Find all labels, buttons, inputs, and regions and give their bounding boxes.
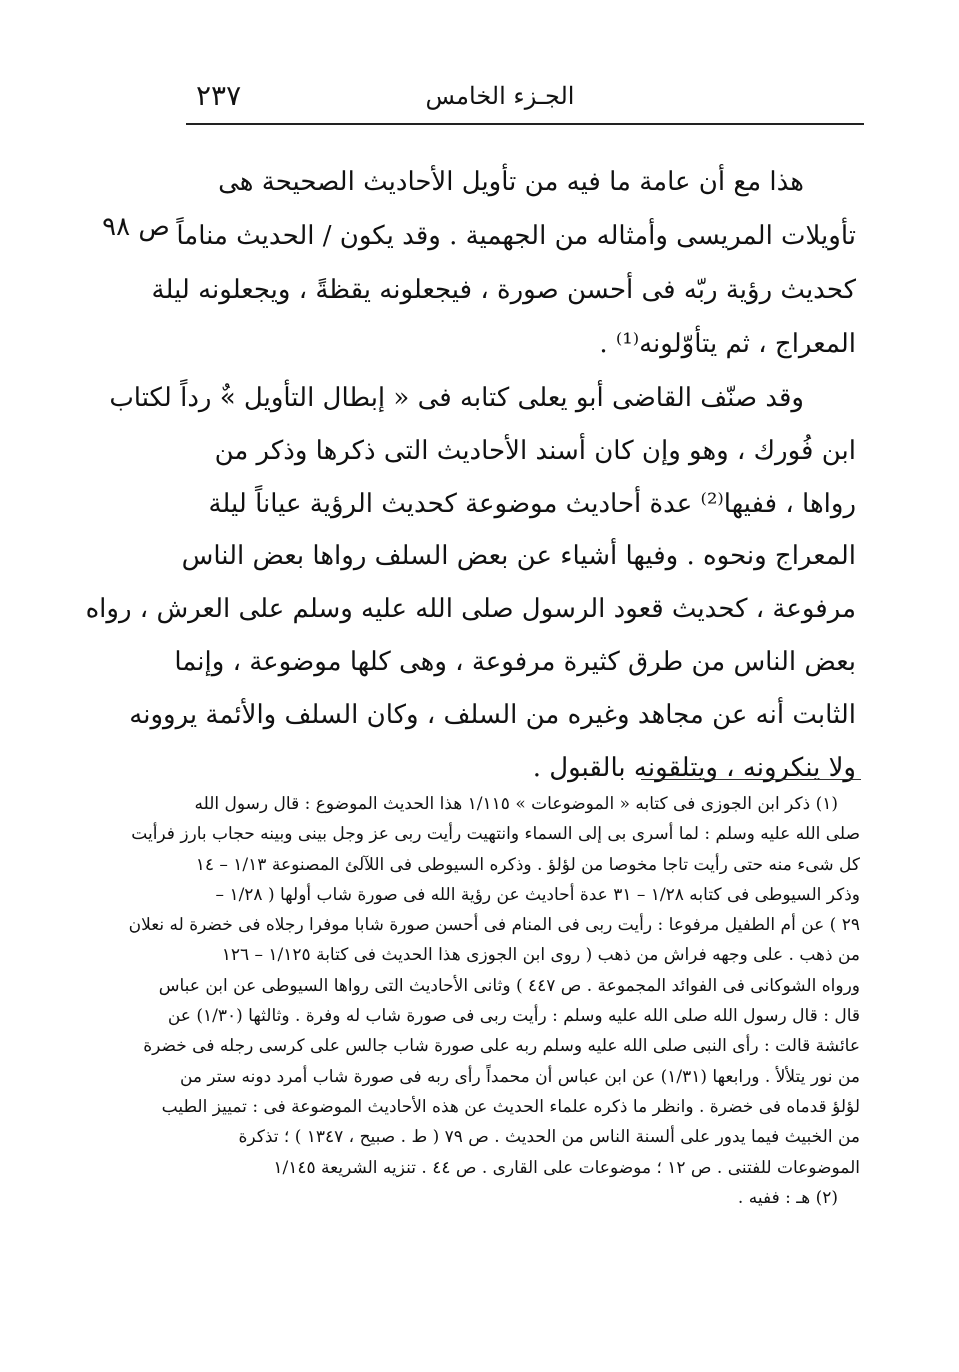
page-number: ٢٣٧ [196, 79, 242, 112]
footnote-line: صلى الله عليه وسلم : لما أسرى بى إلى السماء وانتهيت رأيت ربى عز وجل بينى وبينه حجاب بارز فرأيت [131, 824, 860, 845]
text-line: الثابت أنه عن مجاهد وغيره من السلف ، وكان السلف والأئمة يروونه [129, 699, 856, 730]
text-line: بعض الناس من طرق كثيرة مرفوعة ، وهى كلها موضوعة ، وإنما [174, 646, 856, 677]
text-line: مرفوعة ، كحديث قعود الرسول صلى الله عليه وسلم على العرش ، رواه [85, 594, 856, 625]
footnote-line: الموضوعات للفتنى . ص ١٢ ؛ موضوعات على القارى . ص ٤٤ . تنزيه الشريعة ١/١٤٥ [273, 1157, 860, 1178]
running-head: الجـزء الخامس [425, 82, 575, 110]
body-paragraph-2 [85, 372, 856, 794]
text-line: وقد صنّف القاضى أبو يعلى كتابه فى « إبطال التأويل »ٌ رداً لكتاب [109, 383, 804, 413]
footnote-line: ورواه الشوكانى فى الفوائد المجموعة . ص ٤٤٧ ) وثانى الأحاديث التى رواها السيوطى عن ابن عباس [158, 975, 860, 996]
footnote-line: من الخبيث فيما يدور على ألسنة الناس من الحديث . ص ٧٩ ( ط . صبيح ، ١٣٤٧ ) ؛ تذكرة [238, 1127, 860, 1148]
text-line: تأويلات المريسى وأمثاله من الجهمية . وقد يكون / الحديث مناماً [176, 221, 856, 251]
footnote-line: وذكر السيوطى فى كتابه ١/٢٨ – ٣١ عدة أحاديث عن رؤية الله فى صورة شاب أولها ( ١/٢٨ – [215, 884, 860, 905]
text-line: رواها ، ففيها⁽²⁾ عدة أحاديث موضوعة كحديث الرؤية عياناً ليلة [208, 488, 856, 519]
text-line: المعراج ، ثم يتأوّلونه⁽¹⁾ . [599, 329, 856, 359]
footnote-line: ٢٩ ) عن أم الطفيل مرفوعا : رأيت ربى فى المنام فى أحسن صورة شابا موفرا رجلاه فى خضرة له نعلان [128, 915, 860, 936]
footnote-line: لؤلؤ قدماه فى خضرة . وانظر ما ذكره علماء الحديث عن هذه الأحاديث الموضوعة فى : تمييز الطيب [161, 1096, 860, 1117]
footnote-line: (٢) هـ : ففيه . [737, 1187, 838, 1208]
footnotes [128, 789, 860, 1213]
footnote-line: من نور يتلألأ . ورابعها (١/٣١) عن ابن عباس أن محمداً رأى ربه فى صورة شاب أمرد دونه ستر من [179, 1066, 860, 1087]
footnote-line: عائشة قالت : رأى النبى صلى الله عليه وسلم ربه على صورة شاب جالس على كرسى رجله فى خضرة [143, 1036, 860, 1057]
header-rule [186, 123, 864, 125]
text-line: ولا ينكرونه ، ويتلقونه بالقبول . [532, 752, 856, 783]
footnote-line: كل شىء منه حتى رأيت تاجا مخوصا من لؤلؤ . وذكره السيوطى فى اللآلئ المصنوعة ١/١٣ – ١٤ [195, 854, 860, 875]
text-line: هذا مع أن عامة ما فيه من تأويل الأحاديث الصحيحة هى [218, 167, 804, 197]
body-paragraph-1 [151, 155, 856, 371]
text-line: كحديث رؤية ربّه فى أحسن صورة ، فيجعلونه يقظةً ، ويجعلونه ليلة [151, 275, 856, 305]
footnote-separator [641, 779, 861, 780]
footnote-line: من ذهب . على وجهه فراش من ذهب ( روى ابن الجوزى هذا الحديث فى كتابة ١/١٢٥ – ١٢٦ [221, 945, 860, 966]
margin-page-reference: ص ٩٨ [102, 212, 170, 242]
footnote-line: قال : قال رسول الله صلى الله عليه وسلم : رأيت ربى فى صورة شاب له وفرة . وثالثها (١/٣٠) عن [167, 1006, 860, 1027]
footnote-line: (١) ذكر ابن الجوزى فى كتابه « الموضوعات » ١/١١٥ هذا الحديث الموضوع : قال رسول الله [194, 794, 838, 814]
text-line: المعراج ونحوه . وفيها أشياء عن بعض السلف رواها بعض الناس [181, 541, 856, 572]
text-line: ابن فُورك ، وهو وإن كان أسند الأحاديث التى ذكرها وذكر من [214, 435, 856, 466]
